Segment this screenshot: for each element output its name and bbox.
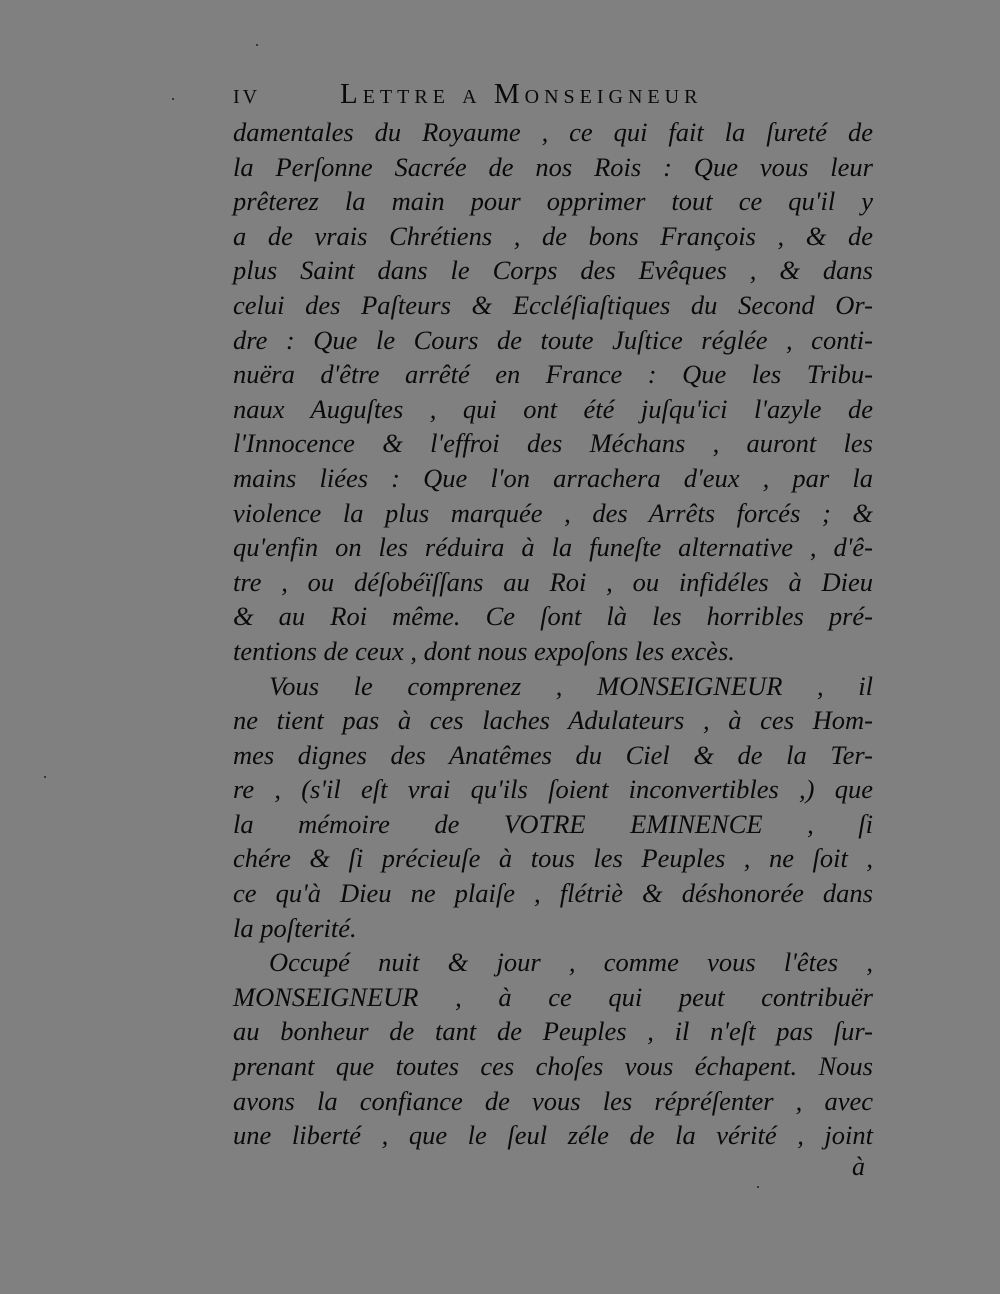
text-line: la mémoire de VOTRE EMINENCE , ſi <box>233 808 873 839</box>
text-line: & au Roi même. Ce ſont là les horribles pré- <box>233 601 873 632</box>
text-line: tre , ou déſobéïſſans au Roi , ou infidéles à Dieu <box>233 566 873 597</box>
text-line: une liberté , que le ſeul zéle de la vérité , joint <box>233 1120 873 1151</box>
text-line: plus Saint dans le Corps des Evêques , & dans <box>233 255 873 286</box>
text-line: Vous le comprenez , MONSEIGNEUR , il <box>269 670 873 701</box>
text-line: prenant que toutes ces choſes vous échapent. Nous <box>233 1051 873 1082</box>
text-line: ce qu'à Dieu ne plaiſe , flétriè & déshonorée dans <box>233 878 873 909</box>
scan-speck <box>172 98 174 100</box>
text-line: avons la confiance de vous les répréſenter , avec <box>233 1085 873 1116</box>
text-line: dre : Que le Cours de toute Juſtice réglée , conti- <box>233 324 873 355</box>
text-line: mains liées : Que l'on arrachera d'eux , par la <box>233 462 873 493</box>
text-line: nuëra d'être arrêté en France : Que les Tribu- <box>233 359 873 390</box>
text-line: tentions de ceux , dont nous expoſons les excès. <box>233 635 735 666</box>
text-line: Occupé nuit & jour , comme vous l'êtes , <box>269 947 873 978</box>
page-number: iv <box>233 78 261 110</box>
text-line: mes dignes des Anatêmes du Ciel & de la Ter- <box>233 739 873 770</box>
text-line: naux Auguſtes , qui ont été juſqu'ici l'azyle de <box>233 393 873 424</box>
text-line: a de vrais Chrétiens , de bons François , & de <box>233 220 873 251</box>
text-line: l'Innocence & l'effroi des Méchans , auront les <box>233 428 873 459</box>
text-line: MONSEIGNEUR , à ce qui peut contribuër <box>233 981 873 1012</box>
running-head <box>233 78 873 112</box>
text-line: celui des Paſteurs & Eccléſiaſtiques du Second Or- <box>233 289 873 320</box>
scan-speck <box>757 1186 759 1188</box>
text-line: chére & ſi précieuſe à tous les Peuples , ne ſoit , <box>233 843 873 874</box>
scan-speck <box>44 776 46 778</box>
text-line: prêterez la main pour opprimer tout ce qu'il y <box>233 186 873 217</box>
text-line: qu'enfin on les réduira à la funeſte alternative , d'ê- <box>233 532 873 563</box>
body-text <box>233 115 873 1153</box>
text-line: la Perſonne Sacrée de nos Rois : Que vous leur <box>233 151 873 182</box>
text-line: re , (s'il eſt vrai qu'ils ſoient inconvertibles ,) que <box>233 774 873 805</box>
scan-speck <box>256 44 258 46</box>
text-line: la poſterité. <box>233 912 357 943</box>
text-line: violence la plus marquée , des Arrêts forcés ; & <box>233 497 873 528</box>
catchword: à <box>852 1152 865 1181</box>
text-line: au bonheur de tant de Peuples , il n'eſt pas ſur- <box>233 1016 873 1047</box>
text-line: ne tient pas à ces laches Adulateurs , à ces Hom- <box>233 705 873 736</box>
running-title: Lettre a Monseigneur <box>340 78 703 110</box>
text-line: damentales du Royaume , ce qui fait la ſureté de <box>233 117 873 147</box>
